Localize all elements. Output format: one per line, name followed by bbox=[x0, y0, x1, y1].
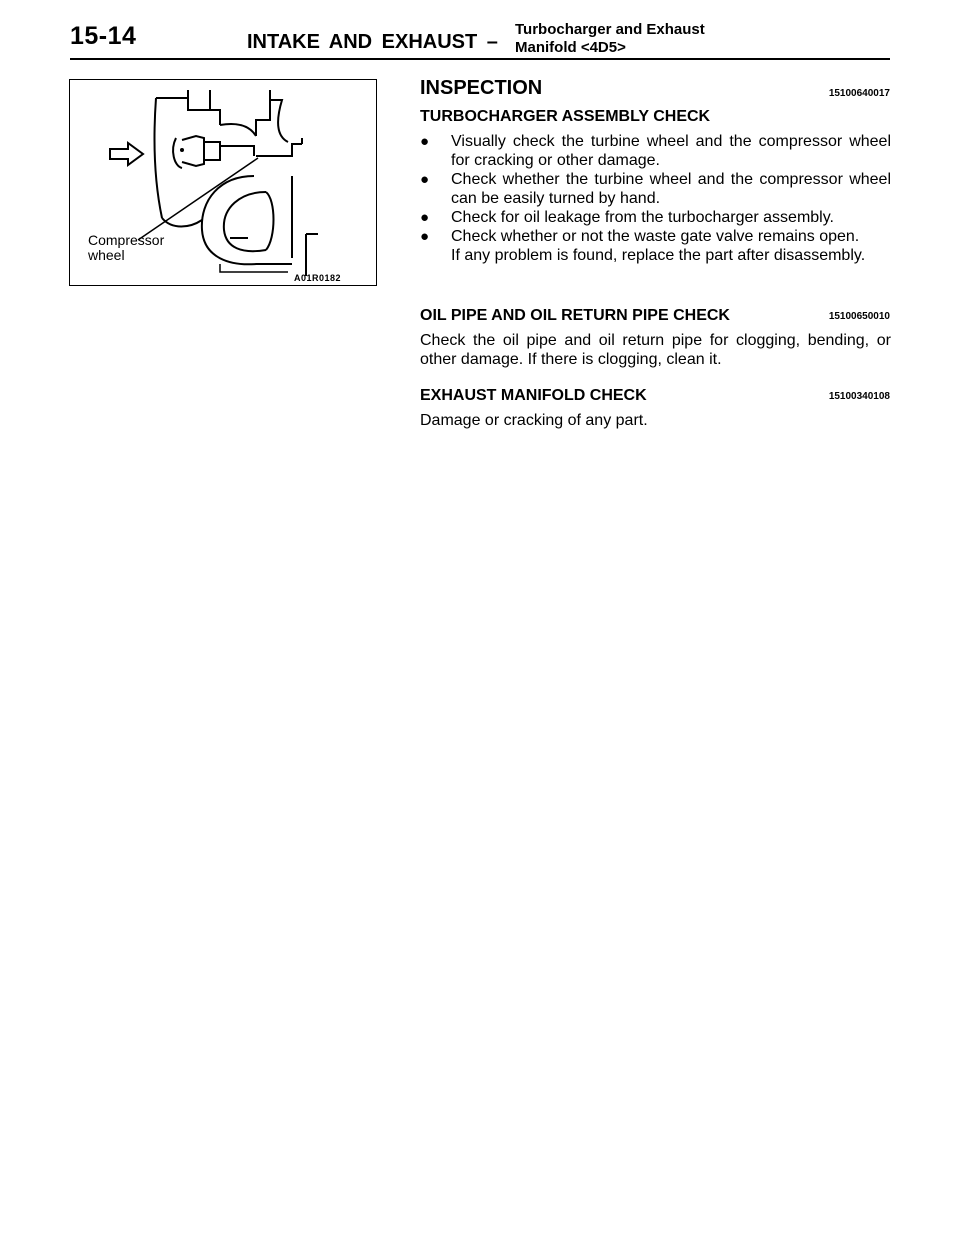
list-item bbox=[420, 208, 891, 227]
inspection-code: 15100640017 bbox=[828, 88, 890, 99]
turbo-check-list-container bbox=[420, 132, 891, 246]
manifold-check-code: 15100340108 bbox=[828, 391, 890, 402]
subsection-title-line2: Manifold <4D5> bbox=[515, 39, 626, 56]
oil-pipe-check-heading: OIL PIPE AND OIL RETURN PIPE CHECK bbox=[420, 307, 730, 324]
page-number: 15-14 bbox=[70, 22, 137, 50]
manifold-check-heading: EXHAUST MANIFOLD CHECK bbox=[420, 387, 647, 404]
figure-code: A01R0182 bbox=[294, 273, 342, 283]
bullet-icon: ● bbox=[420, 228, 430, 245]
list-item-text: Visually check the turbine wheel and the compressor wheel for cracking or other damage. bbox=[451, 133, 891, 169]
bullet-icon: ● bbox=[420, 209, 430, 226]
header-rule bbox=[70, 58, 890, 60]
turbo-check-note: If any problem is found, replace the part after disassembly. bbox=[451, 247, 866, 264]
flow-arrow-icon bbox=[110, 143, 143, 165]
oil-pipe-check-code: 15100650010 bbox=[828, 311, 890, 322]
list-item-text: Check whether the turbine wheel and the compressor wheel can be easily turned by hand. bbox=[451, 171, 891, 207]
section-title: INTAKE AND EXHAUST – bbox=[247, 31, 498, 53]
list-item-text: Check whether or not the waste gate valve remains open. bbox=[451, 228, 860, 245]
turbo-check-heading: TURBOCHARGER ASSEMBLY CHECK bbox=[420, 108, 711, 125]
list-item-text: Check for oil leakage from the turbocharger assembly. bbox=[451, 209, 834, 226]
manifold-check-body: Damage or cracking of any part. bbox=[420, 412, 648, 429]
inspection-heading: INSPECTION bbox=[420, 77, 543, 99]
subsection-title-line1: Turbocharger and Exhaust bbox=[515, 21, 705, 38]
turbocharger-figure bbox=[69, 79, 377, 286]
compressor-wheel-label: Compressor wheel bbox=[88, 232, 165, 263]
list-item bbox=[420, 227, 891, 246]
bullet-icon: ● bbox=[420, 133, 430, 150]
oil-pipe-check-body: Check the oil pipe and oil return pipe for clogging, bending, or other damage. If there is clogging, clean it. bbox=[420, 332, 891, 368]
bullet-icon: ● bbox=[420, 171, 430, 188]
list-item bbox=[420, 170, 891, 208]
list-item bbox=[420, 132, 891, 170]
turbo-check-list bbox=[420, 132, 891, 246]
